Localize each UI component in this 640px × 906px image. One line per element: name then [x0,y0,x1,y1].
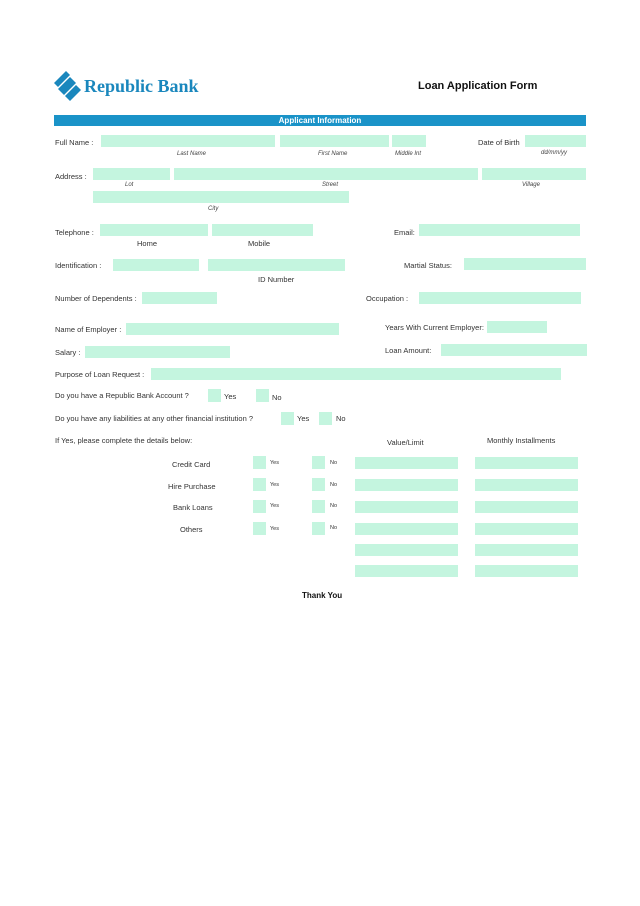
home-caption: Home [137,239,158,248]
liabilities-yes-label: Yes [297,414,310,423]
city-caption: City [208,206,219,212]
liability-no-label: No [330,460,338,466]
marital-status-input[interactable] [464,258,586,270]
loan-amount-input[interactable] [441,344,587,356]
middle-initial-input[interactable] [392,135,426,147]
value-limit-header: Value/Limit [387,438,424,447]
extra-installment-input-1[interactable] [475,544,578,556]
home-phone-input[interactable] [100,224,208,236]
liabilities-yes-checkbox[interactable] [281,412,294,425]
salary-label: Salary : [55,348,81,357]
liability-type-label: Bank Loans [173,503,213,512]
address-label: Address : [55,172,87,181]
bank-loans-yes-checkbox[interactable] [253,500,266,513]
dependents-input[interactable] [142,292,217,304]
extra-value-input-2[interactable] [355,565,458,577]
others-installment-input[interactable] [475,523,578,535]
liability-yes-label: Yes [270,482,279,488]
credit-card-value-input[interactable] [355,457,458,469]
middle-int-caption: Middle Int [395,151,422,157]
village-caption: Village [522,182,540,188]
liabilities-no-checkbox[interactable] [319,412,332,425]
bank-loans-installment-input[interactable] [475,501,578,513]
others-yes-checkbox[interactable] [253,522,266,535]
liability-type-label: Others [180,525,203,534]
first-name-input[interactable] [280,135,389,147]
liabilities-no-label: No [336,414,346,423]
mobile-phone-input[interactable] [212,224,313,236]
telephone-label: Telephone : [55,228,94,237]
email-input[interactable] [419,224,580,236]
village-input[interactable] [482,168,586,180]
email-label: Email: [394,228,415,237]
others-value-input[interactable] [355,523,458,535]
lot-input[interactable] [93,168,170,180]
brand-name: Republic Bank [84,76,199,96]
loan-amount-label: Loan Amount: [385,346,432,355]
extra-value-input-1[interactable] [355,544,458,556]
liability-yes-label: Yes [270,526,279,532]
extra-installment-input-2[interactable] [475,565,578,577]
liability-type-label: Credit Card [172,460,211,469]
purpose-label: Purpose of Loan Request : [55,370,145,379]
logo-mark [54,71,82,101]
rb-account-yes-checkbox[interactable] [208,389,221,402]
if-yes-instruction: If Yes, please complete the details below: [55,436,193,445]
id-number-input[interactable] [208,259,345,271]
liability-no-label: No [330,503,338,509]
liability-yes-label: Yes [270,460,279,466]
others-no-checkbox[interactable] [312,522,325,535]
liability-type-label: Hire Purchase [168,482,216,491]
rb-account-yes-label: Yes [224,392,237,401]
date-of-birth-label: Date of Birth [478,138,520,147]
salary-input[interactable] [85,346,230,358]
last-name-caption: Last Name [177,151,207,157]
hire-purchase-installment-input[interactable] [475,479,578,491]
section-banner: Applicant Information [54,115,586,126]
liability-no-label: No [330,482,338,488]
marital-status-label: Martial Status: [404,261,452,270]
street-caption: Street [322,182,339,188]
bank-loans-no-checkbox[interactable] [312,500,325,513]
years-employer-input[interactable] [487,321,547,333]
mobile-caption: Mobile [248,239,271,248]
dependents-label: Number of Dependents : [55,294,137,303]
monthly-installments-header: Monthly Installments [487,436,556,445]
liability-no-label: No [330,525,338,531]
first-name-caption: First Name [318,151,348,157]
credit-card-installment-input[interactable] [475,457,578,469]
occupation-label: Occupation : [366,294,409,303]
identification-type-input[interactable] [113,259,199,271]
liability-yes-label: Yes [270,503,279,509]
rb-account-no-label: No [272,393,282,402]
employer-input[interactable] [126,323,339,335]
date-of-birth-input[interactable] [525,135,586,147]
hire-purchase-yes-checkbox[interactable] [253,478,266,491]
identification-label: Identification : [55,261,102,270]
credit-card-yes-checkbox[interactable] [253,456,266,469]
form-title: Loan Application Form [418,80,538,92]
employer-label: Name of Employer : [55,325,122,334]
hire-purchase-no-checkbox[interactable] [312,478,325,491]
last-name-input[interactable] [101,135,275,147]
years-employer-label: Years With Current Employer: [385,323,484,332]
liabilities-question: Do you have any liabilities at any other financial institution ? [55,414,254,423]
credit-card-no-checkbox[interactable] [312,456,325,469]
full-name-label: Full Name : [55,138,94,147]
purpose-input[interactable] [151,368,561,380]
street-input[interactable] [174,168,478,180]
lot-caption: Lot [125,182,134,188]
city-input[interactable] [93,191,349,203]
dob-format-caption: dd/mm/yy [541,150,568,156]
id-number-caption: ID Number [258,275,295,284]
bank-loans-value-input[interactable] [355,501,458,513]
thank-you-text: Thank You [302,591,343,600]
rb-account-no-checkbox[interactable] [256,389,269,402]
hire-purchase-value-input[interactable] [355,479,458,491]
rb-account-question: Do you have a Republic Bank Account ? [55,391,189,400]
occupation-input[interactable] [419,292,581,304]
